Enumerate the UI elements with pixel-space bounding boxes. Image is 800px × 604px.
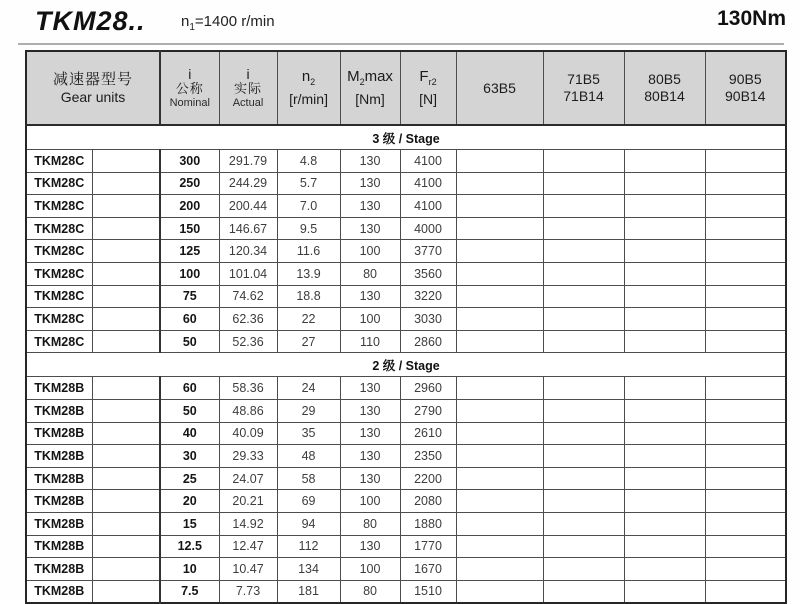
i-actual-cell: 244.29 (219, 172, 277, 195)
model-cell: TKM28C (26, 308, 92, 331)
n2-unit: [r/min] (289, 91, 328, 107)
m2max-cell: 130 (340, 399, 400, 422)
page-header (35, 4, 786, 40)
fr2-cell: 2200 (400, 467, 456, 490)
motor-63b5-cell (456, 262, 543, 285)
header-divider (18, 43, 784, 45)
i-nominal-cell: 50 (160, 399, 219, 422)
m2max-cell: 100 (340, 240, 400, 263)
i-actual-cell: 40.09 (219, 422, 277, 445)
i-actual-cell: 29.33 (219, 445, 277, 468)
col-header-m2max (340, 51, 400, 125)
motor-90b5-cell (705, 217, 786, 240)
n2-symbol: $n_2$ (301, 68, 316, 87)
col-header-motor-90b5: 90B5 90B14 (705, 51, 786, 125)
motor-71b5-cell (543, 217, 624, 240)
i-nominal-zh: 公称 (175, 80, 204, 96)
n2-cell: 134 (277, 558, 340, 581)
m2max-cell: 130 (340, 377, 400, 400)
motor-71b5-cell (543, 285, 624, 308)
stage-band-row (26, 125, 786, 150)
model-cell: TKM28B (26, 445, 92, 468)
model-cell: TKM28B (26, 535, 92, 558)
motor-63b5-cell (456, 490, 543, 513)
table-row (26, 558, 786, 581)
m2max-cell: 130 (340, 535, 400, 558)
motor-90b5-cell (705, 195, 786, 218)
model-spacer-cell (92, 422, 160, 445)
fr2-cell: 1670 (400, 558, 456, 581)
fr2-cell: 4100 (400, 150, 456, 173)
motor-63b5-cell (456, 217, 543, 240)
m2max-cell: 100 (340, 558, 400, 581)
fr2-cell: 1880 (400, 512, 456, 535)
gear-units-zh: 减速器型号 (53, 71, 134, 88)
table-row (26, 399, 786, 422)
n2-cell: 11.6 (277, 240, 340, 263)
i-nominal-cell: 150 (160, 217, 219, 240)
table-row (26, 512, 786, 535)
motor-90b5-cell (705, 330, 786, 353)
fr2-cell: 1770 (400, 535, 456, 558)
motor-63b5-cell (456, 445, 543, 468)
model-cell: TKM28C (26, 262, 92, 285)
i-nominal-cell: 7.5 (160, 580, 219, 603)
motor-80b5-cell (624, 467, 705, 490)
table-row (26, 490, 786, 513)
motor-80b5-cell (624, 422, 705, 445)
table-row (26, 285, 786, 308)
model-cell: TKM28B (26, 580, 92, 603)
i-nominal-cell: 15 (160, 512, 219, 535)
i-actual-cell: 20.21 (219, 490, 277, 513)
motor-80b5-cell (624, 195, 705, 218)
i-nominal-cell: 60 (160, 308, 219, 331)
col-header-motor-63b5: 63B5 (456, 51, 543, 125)
n2-cell: 18.8 (277, 285, 340, 308)
i-nominal-cell: 75 (160, 285, 219, 308)
motor-90b5-cell (705, 490, 786, 513)
motor-80b5-cell (624, 150, 705, 173)
speed-value: =1400 r/min (194, 13, 275, 30)
model-cell: TKM28B (26, 558, 92, 581)
motor-80b5-cell (624, 330, 705, 353)
fr2-symbol: $F_{r2}$ (419, 68, 437, 87)
motor-80b5-cell (624, 490, 705, 513)
model-cell: TKM28C (26, 285, 92, 308)
model-spacer-cell (92, 535, 160, 558)
motor-80b5-cell (624, 285, 705, 308)
i-actual-cell: 48.86 (219, 399, 277, 422)
i-actual-cell: 12.47 (219, 535, 277, 558)
model-spacer-cell (92, 195, 160, 218)
n2-cell: 58 (277, 467, 340, 490)
fr2-cell: 3560 (400, 262, 456, 285)
model-spacer-cell (92, 467, 160, 490)
motor-90b5-cell (705, 445, 786, 468)
fr2-cell: 3030 (400, 308, 456, 331)
model-spacer-cell (92, 217, 160, 240)
motor-90b5-cell (705, 512, 786, 535)
n2-cell: 69 (277, 490, 340, 513)
table-body (26, 125, 786, 603)
gear-spec-table (25, 50, 787, 604)
col-header-n2 (277, 51, 340, 125)
i-actual-cell: 10.47 (219, 558, 277, 581)
n2-cell: 5.7 (277, 172, 340, 195)
m2max-cell: 80 (340, 262, 400, 285)
motor-90b5-cell (705, 467, 786, 490)
n2-cell: 4.8 (277, 150, 340, 173)
model-cell: TKM28C (26, 195, 92, 218)
fr2-cell: 4100 (400, 195, 456, 218)
col-header-i-nominal (160, 51, 219, 125)
fr2-cell: 2080 (400, 490, 456, 513)
n2-cell: 24 (277, 377, 340, 400)
i-actual-zh: 实际 (234, 80, 263, 96)
fr2-cell: 2350 (400, 445, 456, 468)
m2max-unit: [Nm] (355, 91, 385, 107)
motor-63b5-cell (456, 240, 543, 263)
motor-80b5-cell (624, 399, 705, 422)
i-nominal-cell: 40 (160, 422, 219, 445)
model-cell: TKM28B (26, 490, 92, 513)
motor-80b5-cell (624, 308, 705, 331)
i-nominal-cell: 125 (160, 240, 219, 263)
model-spacer-cell (92, 377, 160, 400)
n2-cell: 94 (277, 512, 340, 535)
i-actual-cell: 101.04 (219, 262, 277, 285)
motor-63b5-cell (456, 308, 543, 331)
i-nominal-cell: 30 (160, 445, 219, 468)
n2-cell: 22 (277, 308, 340, 331)
stage-band-row (26, 353, 786, 377)
max-torque-label: 130Nm (717, 7, 786, 30)
stage-band-label: 3 级 / Stage (26, 125, 786, 150)
motor-71b5-cell (543, 399, 624, 422)
table-row (26, 217, 786, 240)
i-nominal-cell: 10 (160, 558, 219, 581)
col-header-motor-71b5: 71B5 71B14 (543, 51, 624, 125)
motor-63b5-cell (456, 172, 543, 195)
speed-symbol: n (181, 13, 190, 30)
motor-90b5-cell (705, 172, 786, 195)
n2-cell: 35 (277, 422, 340, 445)
model-cell: TKM28C (26, 172, 92, 195)
motor-80b5-cell (624, 512, 705, 535)
motor-90b5-cell (705, 377, 786, 400)
motor-90b5-cell (705, 399, 786, 422)
i-actual-symbol: i (246, 65, 250, 82)
motor-63b5-cell (456, 399, 543, 422)
motor-80b5-cell (624, 240, 705, 263)
n2-cell: 181 (277, 580, 340, 603)
motor-71b5-cell (543, 240, 624, 263)
table-row (26, 150, 786, 173)
fr2-cell: 2790 (400, 399, 456, 422)
motor-71b5-cell (543, 490, 624, 513)
table-row (26, 308, 786, 331)
motor-71b5-cell (543, 308, 624, 331)
motor-90b5-cell (705, 422, 786, 445)
motor-90b5-cell (705, 308, 786, 331)
table-row (26, 240, 786, 263)
fr2-cell: 1510 (400, 580, 456, 603)
motor-71b5-cell (543, 422, 624, 445)
i-actual-cell: 200.44 (219, 195, 277, 218)
fr2-cell: 2610 (400, 422, 456, 445)
i-actual-cell: 291.79 (219, 150, 277, 173)
model-cell: TKM28B (26, 467, 92, 490)
i-nominal-cell: 12.5 (160, 535, 219, 558)
table-row (26, 195, 786, 218)
motor-63b5-cell (456, 512, 543, 535)
m2max-symbol: $M_2\max$ (347, 68, 393, 87)
col-header-fr2 (400, 51, 456, 125)
table-row (26, 445, 786, 468)
motor-80b5-cell (624, 172, 705, 195)
model-spacer-cell (92, 172, 160, 195)
model-cell: TKM28C (26, 240, 92, 263)
motor-90b5-cell (705, 535, 786, 558)
i-nominal-cell: 50 (160, 330, 219, 353)
i-actual-cell: 146.67 (219, 217, 277, 240)
m2max-cell: 130 (340, 422, 400, 445)
model-spacer-cell (92, 330, 160, 353)
fr2-cell: 2860 (400, 330, 456, 353)
m2max-cell: 130 (340, 195, 400, 218)
m2max-cell: 130 (340, 445, 400, 468)
i-nominal-cell: 200 (160, 195, 219, 218)
i-nominal-cell: 300 (160, 150, 219, 173)
motor-90b5-cell (705, 240, 786, 263)
table-row (26, 535, 786, 558)
motor-90b5-cell (705, 558, 786, 581)
motor-71b5-cell (543, 150, 624, 173)
motor-80b5-cell (624, 217, 705, 240)
motor-71b5-cell (543, 467, 624, 490)
col-header-i-actual (219, 51, 277, 125)
fr2-unit: [N] (419, 91, 437, 107)
series-title: TKM28.. (35, 6, 146, 36)
i-nominal-cell: 100 (160, 262, 219, 285)
i-nominal-en: Nominal (169, 96, 210, 109)
motor-80b5-cell (624, 535, 705, 558)
motor-71b5-cell (543, 558, 624, 581)
i-nominal-symbol: i (188, 65, 192, 82)
motor-71b5-cell (543, 535, 624, 558)
motor-63b5-cell (456, 467, 543, 490)
motor-71b5-cell (543, 330, 624, 353)
table-row (26, 377, 786, 400)
motor-63b5-cell (456, 285, 543, 308)
motor-80b5-cell (624, 262, 705, 285)
m2max-cell: 110 (340, 330, 400, 353)
i-actual-cell: 14.92 (219, 512, 277, 535)
speed-subscript: 1 (189, 22, 195, 33)
i-nominal-cell: 60 (160, 377, 219, 400)
model-spacer-cell (92, 285, 160, 308)
fr2-cell: 4000 (400, 217, 456, 240)
i-actual-cell: 120.34 (219, 240, 277, 263)
n2-cell: 27 (277, 330, 340, 353)
motor-71b5-cell (543, 377, 624, 400)
i-actual-cell: 7.73 (219, 580, 277, 603)
model-spacer-cell (92, 150, 160, 173)
motor-80b5-cell (624, 377, 705, 400)
m2max-cell: 100 (340, 490, 400, 513)
i-actual-en: Actual (232, 96, 264, 109)
model-cell: TKM28B (26, 422, 92, 445)
i-actual-cell: 58.36 (219, 377, 277, 400)
n2-cell: 7.0 (277, 195, 340, 218)
model-cell: TKM28B (26, 512, 92, 535)
i-actual-cell: 52.36 (219, 330, 277, 353)
header-row (26, 51, 786, 125)
motor-90b5-cell (705, 150, 786, 173)
motor-90b5-cell (705, 285, 786, 308)
motor-71b5-cell (543, 512, 624, 535)
model-spacer-cell (92, 262, 160, 285)
n2-cell: 48 (277, 445, 340, 468)
n2-cell: 13.9 (277, 262, 340, 285)
i-actual-cell: 24.07 (219, 467, 277, 490)
model-cell: TKM28B (26, 377, 92, 400)
motor-80b5-cell (624, 558, 705, 581)
motor-63b5-cell (456, 150, 543, 173)
input-speed-note (181, 13, 275, 33)
table-row (26, 172, 786, 195)
model-spacer-cell (92, 445, 160, 468)
table-header (26, 51, 786, 125)
fr2-cell: 2960 (400, 377, 456, 400)
model-spacer-cell (92, 558, 160, 581)
model-cell: TKM28C (26, 217, 92, 240)
m2max-cell: 80 (340, 512, 400, 535)
col-header-motor-80b5: 80B5 80B14 (624, 51, 705, 125)
motor-80b5-cell (624, 445, 705, 468)
motor-71b5-cell (543, 172, 624, 195)
motor-71b5-cell (543, 445, 624, 468)
n2-cell: 29 (277, 399, 340, 422)
m2max-cell: 130 (340, 467, 400, 490)
m2max-cell: 130 (340, 150, 400, 173)
i-nominal-cell: 20 (160, 490, 219, 513)
m2max-cell: 130 (340, 217, 400, 240)
motor-71b5-cell (543, 195, 624, 218)
gear-units-en: Gear units (60, 89, 126, 105)
i-actual-cell: 62.36 (219, 308, 277, 331)
table-row (26, 330, 786, 353)
stage-band-label: 2 级 / Stage (26, 353, 786, 377)
fr2-cell: 4100 (400, 172, 456, 195)
model-spacer-cell (92, 308, 160, 331)
fr2-cell: 3770 (400, 240, 456, 263)
model-cell: TKM28C (26, 150, 92, 173)
n2-cell: 112 (277, 535, 340, 558)
motor-63b5-cell (456, 330, 543, 353)
i-actual-cell: 74.62 (219, 285, 277, 308)
motor-63b5-cell (456, 535, 543, 558)
model-cell: TKM28C (26, 330, 92, 353)
motor-90b5-cell (705, 262, 786, 285)
motor-71b5-cell (543, 262, 624, 285)
i-nominal-cell: 25 (160, 467, 219, 490)
table-row (26, 262, 786, 285)
model-spacer-cell (92, 490, 160, 513)
model-cell: TKM28B (26, 399, 92, 422)
fr2-cell: 3220 (400, 285, 456, 308)
motor-63b5-cell (456, 195, 543, 218)
model-spacer-cell (92, 399, 160, 422)
m2max-cell: 80 (340, 580, 400, 603)
col-header-gear-units (26, 51, 160, 125)
motor-63b5-cell (456, 558, 543, 581)
table-row (26, 422, 786, 445)
table-row (26, 467, 786, 490)
m2max-cell: 130 (340, 285, 400, 308)
model-spacer-cell (92, 512, 160, 535)
m2max-cell: 100 (340, 308, 400, 331)
motor-63b5-cell (456, 422, 543, 445)
i-nominal-cell: 250 (160, 172, 219, 195)
n2-cell: 9.5 (277, 217, 340, 240)
model-spacer-cell (92, 240, 160, 263)
m2max-cell: 130 (340, 172, 400, 195)
motor-63b5-cell (456, 377, 543, 400)
